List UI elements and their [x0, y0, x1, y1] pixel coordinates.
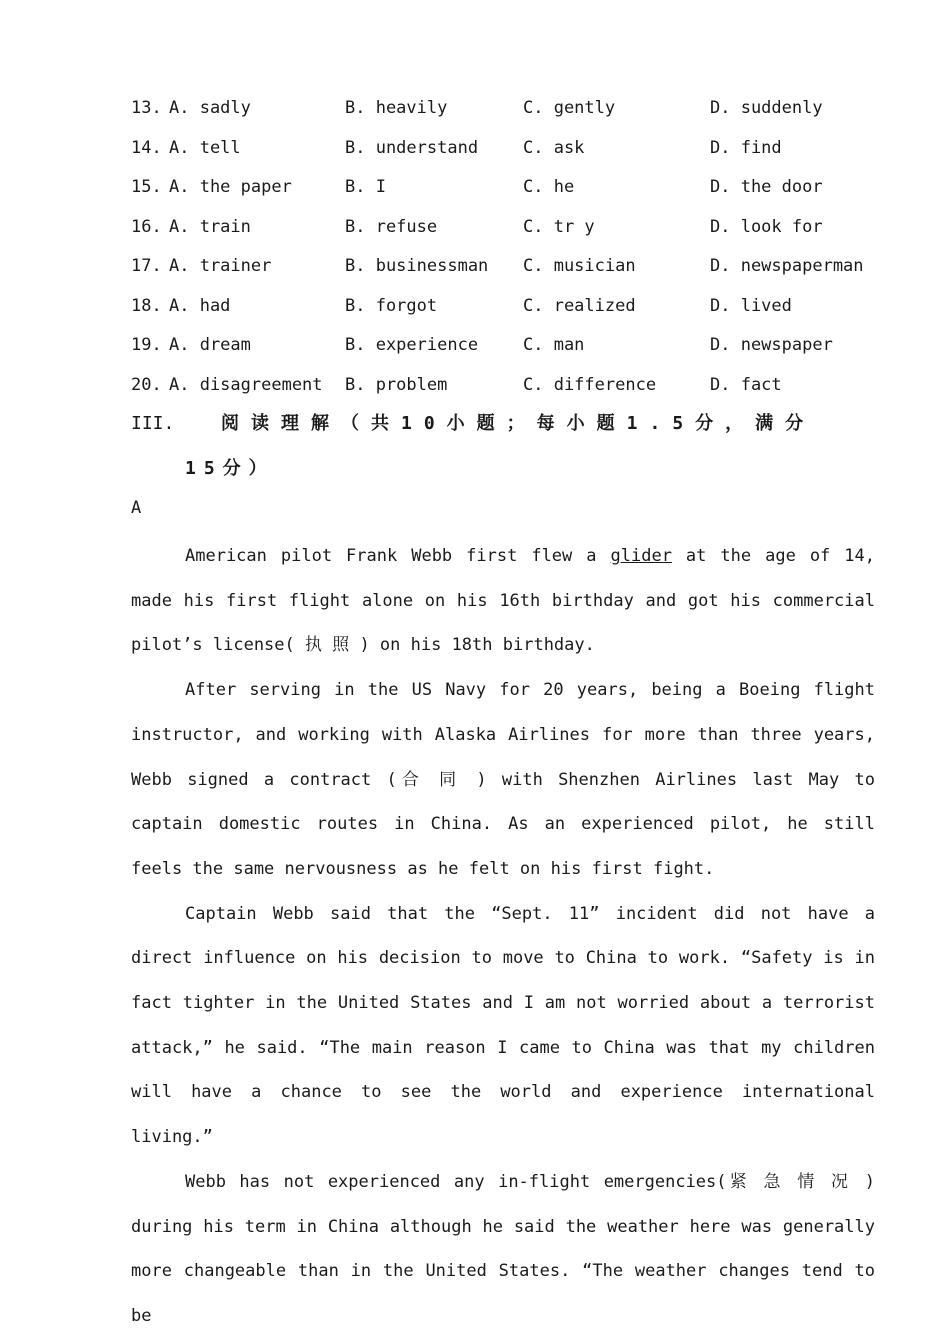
- reading-passage: [131, 534, 875, 1339]
- option-a: A. trainer: [169, 256, 272, 276]
- option-b: B. understand: [345, 137, 479, 158]
- option-a: A. tell: [169, 137, 241, 158]
- option-row: [131, 216, 891, 238]
- option-a: A. the paper: [169, 177, 292, 197]
- option-b: B. forgot: [345, 295, 438, 316]
- option-d: D. look for: [710, 216, 823, 237]
- paragraph-2: After serving in the US Navy for 20 years, being a Boeing flight instructor, and working with Alaska Airlines for more than three years, Webb signed a contract (合 同 ) with Shenzhen Airlines last May to captain domestic routes in China. As an experienced pilot, he still feels the same nervousness as he felt on his first fight.: [131, 680, 875, 879]
- option-row: [131, 176, 891, 198]
- paragraph-1-start: American pilot Frank Webb first flew a: [185, 546, 611, 566]
- option-a: A. had: [169, 295, 231, 316]
- option-a: A. sadly: [169, 98, 251, 118]
- option-c: C. he: [523, 177, 575, 197]
- option-a: A. disagreement: [169, 374, 323, 395]
- option-b: B. refuse: [345, 216, 438, 237]
- option-a: A. train: [169, 216, 251, 237]
- question-number: 16.: [131, 216, 162, 237]
- underlined-word-glider: glider: [610, 546, 672, 566]
- option-a: A. dream: [169, 335, 251, 355]
- question-number: 17.: [131, 256, 162, 276]
- paragraph-3: Captain Webb said that the “Sept. 11” incident did not have a direct influence on his decision to move to China to work. “Safety is in fact tighter in the United States and I am not worried about a terrorist attack,” he said. “The main reason I came to China was that my children will have a chance to see the world and experience international living.”: [131, 903, 875, 1148]
- option-c: C. musician: [523, 256, 636, 276]
- question-number: 19.: [131, 335, 162, 355]
- option-row: [131, 334, 891, 356]
- option-d: D. find: [710, 137, 782, 158]
- question-number: 14.: [131, 137, 162, 158]
- option-d: D. fact: [710, 374, 782, 395]
- option-d: D. lived: [710, 295, 792, 316]
- option-row: [131, 97, 891, 119]
- paragraph-4: Webb has not experienced any in-flight emergencies(紧 急 情 况 ) during his term in China although he said the weather here was generally more changeable than in the United States. “The weather changes tend to be: [131, 1171, 875, 1326]
- paragraph-1-end: at the age of 14, made his first flight alone on his 16th birthday and got his commercial pilot’s license( 执 照 ) on his 18th birthday.: [131, 546, 875, 656]
- section-title-continued: 15分）: [185, 458, 275, 479]
- section-number: III.: [131, 413, 175, 434]
- option-c: C. realized: [523, 295, 636, 316]
- section-title: 阅读理解（共10小题；每小题1.5分，满分: [221, 413, 816, 434]
- part-label: A: [131, 498, 142, 518]
- option-d: D. newspaper: [710, 335, 833, 355]
- question-number: 20.: [131, 374, 162, 395]
- option-c: C. gently: [523, 98, 616, 118]
- option-c: C. tr y: [523, 216, 595, 237]
- option-d: D. newspaperman: [710, 256, 864, 276]
- option-b: B. I: [345, 177, 386, 197]
- option-b: B. heavily: [345, 98, 448, 118]
- section-heading: [131, 412, 876, 502]
- option-row: [131, 374, 891, 396]
- option-d: D. the door: [710, 177, 823, 197]
- question-number: 15.: [131, 177, 162, 197]
- option-row: [131, 137, 891, 159]
- option-b: B. businessman: [345, 256, 489, 276]
- option-c: C. man: [523, 335, 585, 355]
- option-c: C. ask: [523, 137, 585, 158]
- option-d: D. suddenly: [710, 98, 823, 118]
- option-c: C. difference: [523, 374, 657, 395]
- question-number: 18.: [131, 295, 162, 316]
- paragraph-1: [131, 534, 875, 668]
- option-b: B. problem: [345, 374, 448, 395]
- option-row: [131, 255, 891, 277]
- question-number: 13.: [131, 98, 162, 118]
- option-row: [131, 295, 891, 317]
- option-b: B. experience: [345, 335, 479, 355]
